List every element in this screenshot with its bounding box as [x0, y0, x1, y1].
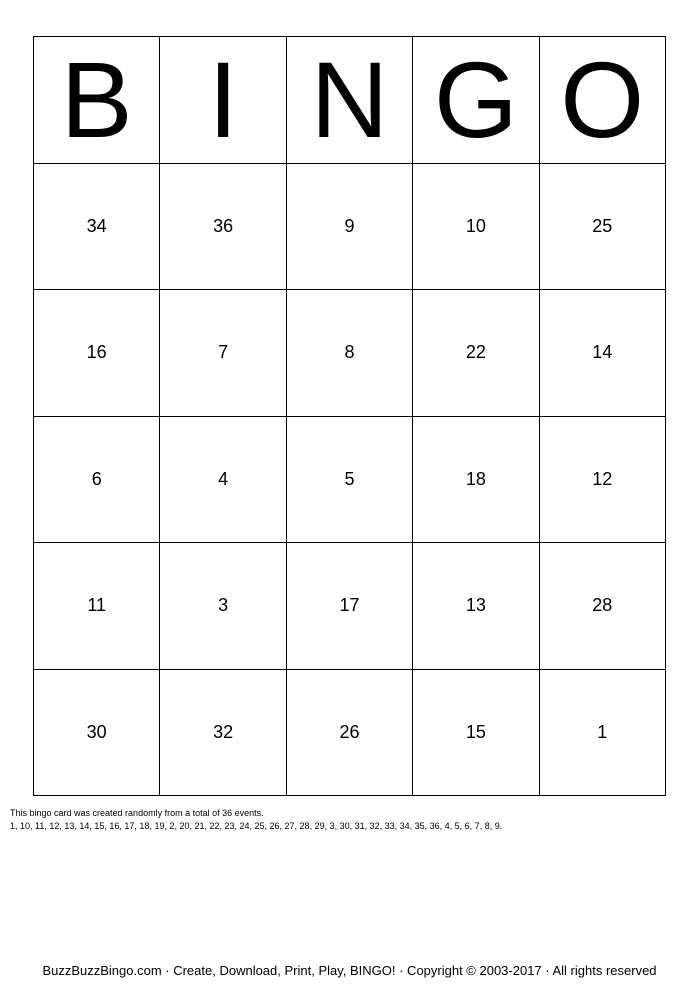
bingo-cell: 25	[540, 164, 666, 291]
bingo-cell: 22	[413, 290, 539, 417]
bingo-cell: 28	[540, 543, 666, 670]
bingo-cell: 6	[34, 417, 160, 544]
bingo-cell: 36	[160, 164, 286, 291]
bingo-cell: 12	[540, 417, 666, 544]
bingo-cell: 18	[413, 417, 539, 544]
bingo-cell: 15	[413, 670, 539, 797]
bingo-cell: 13	[413, 543, 539, 670]
bingo-card	[33, 36, 666, 796]
header-letter-i: I	[160, 37, 286, 164]
card-note	[10, 807, 690, 833]
bingo-cell: 10	[413, 164, 539, 291]
header-letter-g: G	[413, 37, 539, 164]
bingo-cell: 9	[287, 164, 413, 291]
bingo-cell: 4	[160, 417, 286, 544]
header-letter-o: O	[540, 37, 666, 164]
bingo-cell: 32	[160, 670, 286, 797]
bingo-cell: 14	[540, 290, 666, 417]
bingo-cell: 34	[34, 164, 160, 291]
note-event-list: 1, 10, 11, 12, 13, 14, 15, 16, 17, 18, 19, 2, 20, 21, 22, 23, 24, 25, 26, 27, 28, 29, 3, 30, 31, 32, 33, 34, 35, 36, 4, 5, 6, 7, 8, 9.	[10, 821, 503, 831]
header-letter-b: B	[34, 37, 160, 164]
bingo-cell: 1	[540, 670, 666, 797]
bingo-cell: 26	[287, 670, 413, 797]
note-summary: This bingo card was created randomly from a total of 36 events.	[10, 808, 264, 818]
bingo-cell: 17	[287, 543, 413, 670]
bingo-cell: 8	[287, 290, 413, 417]
bingo-cell: 7	[160, 290, 286, 417]
header-letter-n: N	[287, 37, 413, 164]
bingo-cell: 5	[287, 417, 413, 544]
bingo-cell: 3	[160, 543, 286, 670]
page-footer: BuzzBuzzBingo.com · Create, Download, Print, Play, BINGO! · Copyright © 2003-2017 · All rights reserved	[42, 963, 657, 978]
bingo-cell: 30	[34, 670, 160, 797]
bingo-cell: 16	[34, 290, 160, 417]
bingo-cell: 11	[34, 543, 160, 670]
